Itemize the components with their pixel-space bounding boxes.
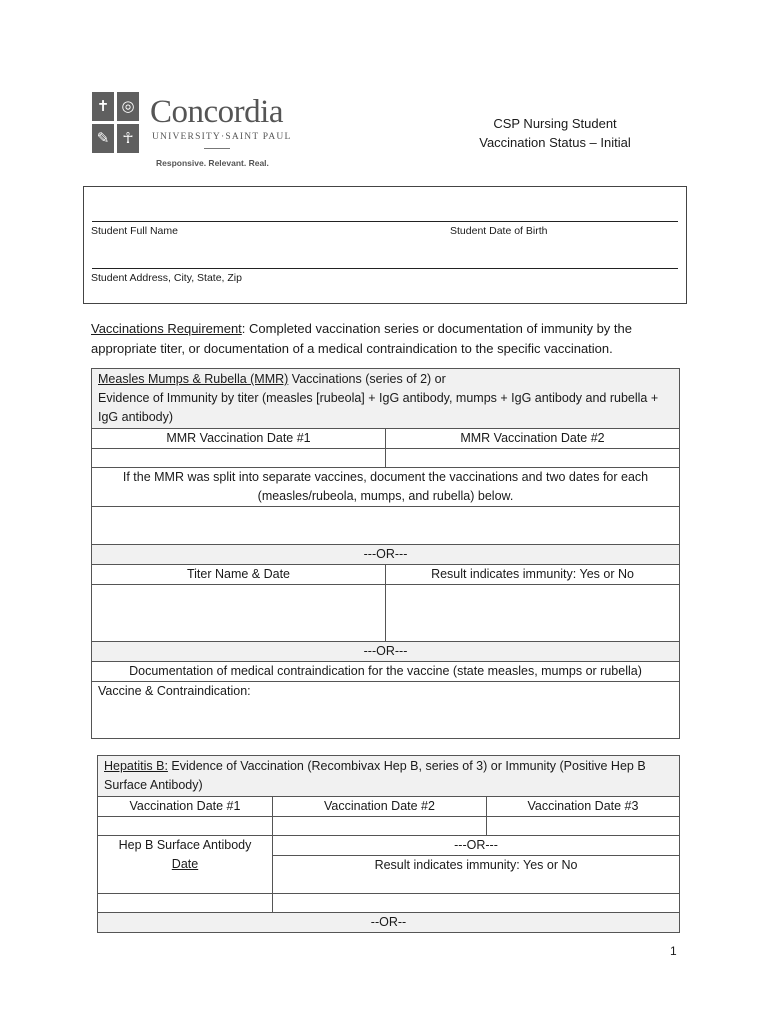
mmr-split-input[interactable] <box>92 507 680 545</box>
full-name-field[interactable] <box>92 221 678 222</box>
requirement-text: : Completed vaccination series or documentation of immunity by the appropriate titer, or documentation of a medical contraindication to the specific vaccination. <box>91 321 632 356</box>
address-field[interactable] <box>92 268 678 269</box>
title-line-1: CSP Nursing Student <box>493 116 617 131</box>
hep-date2-label: Vaccination Date #2 <box>273 797 487 817</box>
titer-result-input[interactable] <box>386 585 680 642</box>
hep-antibody-name: Hep B Surface Antibody <box>118 838 252 852</box>
vaccination-requirement <box>91 319 681 359</box>
concordia-logo <box>92 92 292 172</box>
dob-label: Student Date of Birth <box>450 225 548 237</box>
student-info-box <box>83 186 687 304</box>
logo-divider <box>204 148 230 149</box>
cross-icon: ✝ <box>92 92 114 121</box>
hep-date1-input[interactable] <box>98 817 273 836</box>
mmr-table <box>91 368 680 739</box>
mmr-date2-label: MMR Vaccination Date #2 <box>386 429 680 449</box>
person-icon: ☥ <box>117 124 139 153</box>
page-number: 1 <box>670 944 677 958</box>
hep-result-label: Result indicates immunity: Yes or No <box>273 856 680 894</box>
full-name-label: Student Full Name <box>91 225 178 237</box>
mmr-header-cell <box>92 369 680 429</box>
logo-wordmark: Concordia <box>150 94 283 130</box>
hep-or-divider-2: --OR-- <box>98 913 680 933</box>
hep-header-cell <box>98 756 680 797</box>
hep-antibody-date: Date <box>171 857 199 871</box>
hep-or-divider-1: ---OR--- <box>273 836 680 856</box>
hep-date1-label: Vaccination Date #1 <box>98 797 273 817</box>
logo-tagline: Responsive. Relevant. Real. <box>156 158 269 168</box>
mmr-date1-input[interactable] <box>92 449 386 468</box>
mmr-date2-input[interactable] <box>386 449 680 468</box>
hep-heading: Hepatitis B: <box>104 759 168 773</box>
logo-emblem <box>92 92 140 154</box>
title-line-2: Vaccination Status – Initial <box>479 135 631 150</box>
mmr-heading: Measles Mumps & Rubella (MMR) <box>98 372 289 386</box>
titer-name-input[interactable] <box>92 585 386 642</box>
hep-date3-label: Vaccination Date #3 <box>487 797 680 817</box>
logo-subtitle: UNIVERSITY·SAINT PAUL <box>152 132 292 142</box>
globe-icon: ◎ <box>117 92 139 121</box>
hep-antibody-label <box>98 836 273 894</box>
contraindication-label: Documentation of medical contraindication for the vaccine (state measles, mumps or rubella) <box>92 662 680 682</box>
titer-name-label: Titer Name & Date <box>92 565 386 585</box>
mmr-date1-label: MMR Vaccination Date #1 <box>92 429 386 449</box>
mmr-split-note: If the MMR was split into separate vaccines, document the vaccinations and two dates for each (measles/rubeola, mumps, and rubella) below. <box>92 468 680 507</box>
mmr-heading-rest: Vaccinations (series of 2) or <box>288 372 446 386</box>
quill-icon: ✎ <box>92 124 114 153</box>
hep-antibody-input[interactable] <box>98 894 273 913</box>
hepatitis-b-table <box>97 755 680 933</box>
hep-result-input[interactable] <box>273 894 680 913</box>
requirement-heading: Vaccinations Requirement <box>91 321 242 336</box>
mmr-evidence: Evidence of Immunity by titer (measles [rubeola] + IgG antibody, mumps + IgG antibody and rubella + IgG antibody) <box>98 391 659 424</box>
mmr-or-divider-2: ---OR--- <box>92 642 680 662</box>
hep-date3-input[interactable] <box>487 817 680 836</box>
address-label: Student Address, City, State, Zip <box>91 272 242 284</box>
vaccine-contraindication-field[interactable]: Vaccine & Contraindication: <box>92 682 680 739</box>
document-title <box>450 114 660 152</box>
titer-result-label: Result indicates immunity: Yes or No <box>386 565 680 585</box>
hep-heading-rest: Evidence of Vaccination (Recombivax Hep B, series of 3) or Immunity (Positive Hep B Surface Antibody) <box>104 759 646 792</box>
hep-date2-input[interactable] <box>273 817 487 836</box>
mmr-or-divider-1: ---OR--- <box>92 545 680 565</box>
